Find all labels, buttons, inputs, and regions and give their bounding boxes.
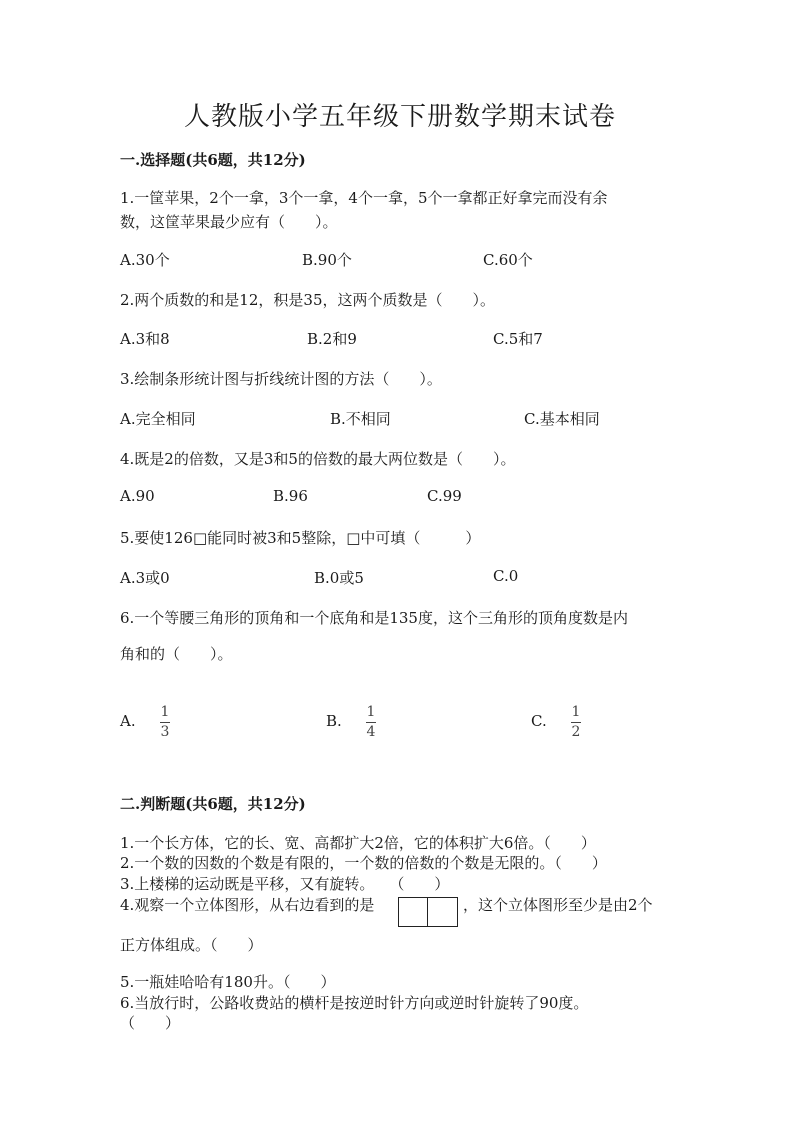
- question-6-option-c-label: C.: [531, 712, 547, 730]
- question-3-option-c: C.基本相同: [524, 410, 600, 428]
- question-4-option-b: B.96: [273, 487, 308, 505]
- judgement-4-part-1: 4.观察一个立体图形，从右边看到的是: [120, 896, 375, 914]
- fraction-numerator: 1: [571, 704, 581, 720]
- fraction-bar: [160, 722, 170, 723]
- question-4-option-a: A.90: [120, 487, 155, 505]
- fraction-bar: [571, 722, 581, 723]
- question-5-option-a: A.3或0: [120, 569, 170, 587]
- question-6-option-a-fraction: [160, 704, 170, 741]
- question-1-line-2: 数，这筐苹果最少应有（ ）。: [120, 213, 338, 231]
- section-heading-judgement: 二.判断题(共6题，共12分): [120, 795, 306, 813]
- judgement-6-line-2: （ ）: [120, 1014, 181, 1032]
- judgement-3: 3.上楼梯的运动既是平移，又有旋转。 （ ）: [120, 875, 450, 893]
- two-square-view-figure: [398, 897, 458, 927]
- question-4-text: 4.既是2的倍数，又是3和5的倍数的最大两位数是（ ）。: [120, 450, 516, 468]
- figure-square-right: [428, 897, 458, 927]
- fraction-numerator: 1: [160, 704, 170, 720]
- question-3-text: 3.绘制条形统计图与折线统计图的方法（ ）。: [120, 370, 442, 388]
- question-1-option-c: C.60个: [483, 251, 533, 269]
- fraction-denominator: 3: [160, 724, 170, 740]
- question-5-text: 5.要使126□能同时被3和5整除，□中可填（ ）: [120, 529, 481, 547]
- judgement-4-part-2: ，这个立体图形至少是由2个: [463, 896, 653, 914]
- question-2-text: 2.两个质数的和是12，积是35，这两个质数是（ ）。: [120, 291, 495, 309]
- question-6-option-b-label: B.: [326, 712, 342, 730]
- question-3-option-a: A.完全相同: [120, 410, 196, 428]
- question-6-option-c-fraction: [571, 704, 581, 741]
- page-title: 人教版小学五年级下册数学期末试卷: [183, 102, 616, 132]
- question-3-option-b: B.不相同: [330, 410, 391, 428]
- fraction-bar: [366, 722, 376, 723]
- fraction-denominator: 2: [571, 724, 581, 740]
- figure-square-left: [398, 897, 428, 927]
- question-1-option-b: B.90个: [302, 251, 352, 269]
- judgement-4-line-2: 正方体组成。（ ）: [120, 936, 263, 954]
- question-6-line-2: 角和的（ ）。: [120, 645, 233, 663]
- question-6-option-b-fraction: [366, 704, 376, 741]
- question-4-option-c: C.99: [427, 487, 462, 505]
- judgement-2: 2.一个数的因数的个数是有限的，一个数的倍数的个数是无限的。（ ）: [120, 854, 607, 872]
- judgement-1: 1.一个长方体，它的长、宽、高都扩大2倍，它的体积扩大6倍。（ ）: [120, 834, 596, 852]
- question-6-line-1: 6.一个等腰三角形的顶角和一个底角和是135度，这个三角形的顶角度数是内: [120, 609, 628, 627]
- judgement-5: 5.一瓶娃哈哈有180升。（ ）: [120, 973, 336, 991]
- section-heading-choice: 一.选择题(共6题，共12分): [120, 151, 306, 169]
- question-5-option-c: C.0: [493, 567, 519, 585]
- fraction-numerator: 1: [366, 704, 376, 720]
- question-2-option-a: A.3和8: [120, 330, 170, 348]
- question-1-line-1: 1.一筐苹果，2个一拿，3个一拿，4个一拿，5个一拿都正好拿完而没有余: [120, 189, 608, 207]
- question-6-option-a-label: A.: [120, 712, 136, 730]
- question-2-option-b: B.2和9: [307, 330, 357, 348]
- fraction-denominator: 4: [366, 724, 376, 740]
- question-2-option-c: C.5和7: [493, 330, 543, 348]
- question-5-option-b: B.0或5: [314, 569, 364, 587]
- question-1-option-a: A.30个: [120, 251, 170, 269]
- judgement-6-line-1: 6.当放行时，公路收费站的横杆是按逆时针方向或逆时针旋转了90度。: [120, 994, 589, 1012]
